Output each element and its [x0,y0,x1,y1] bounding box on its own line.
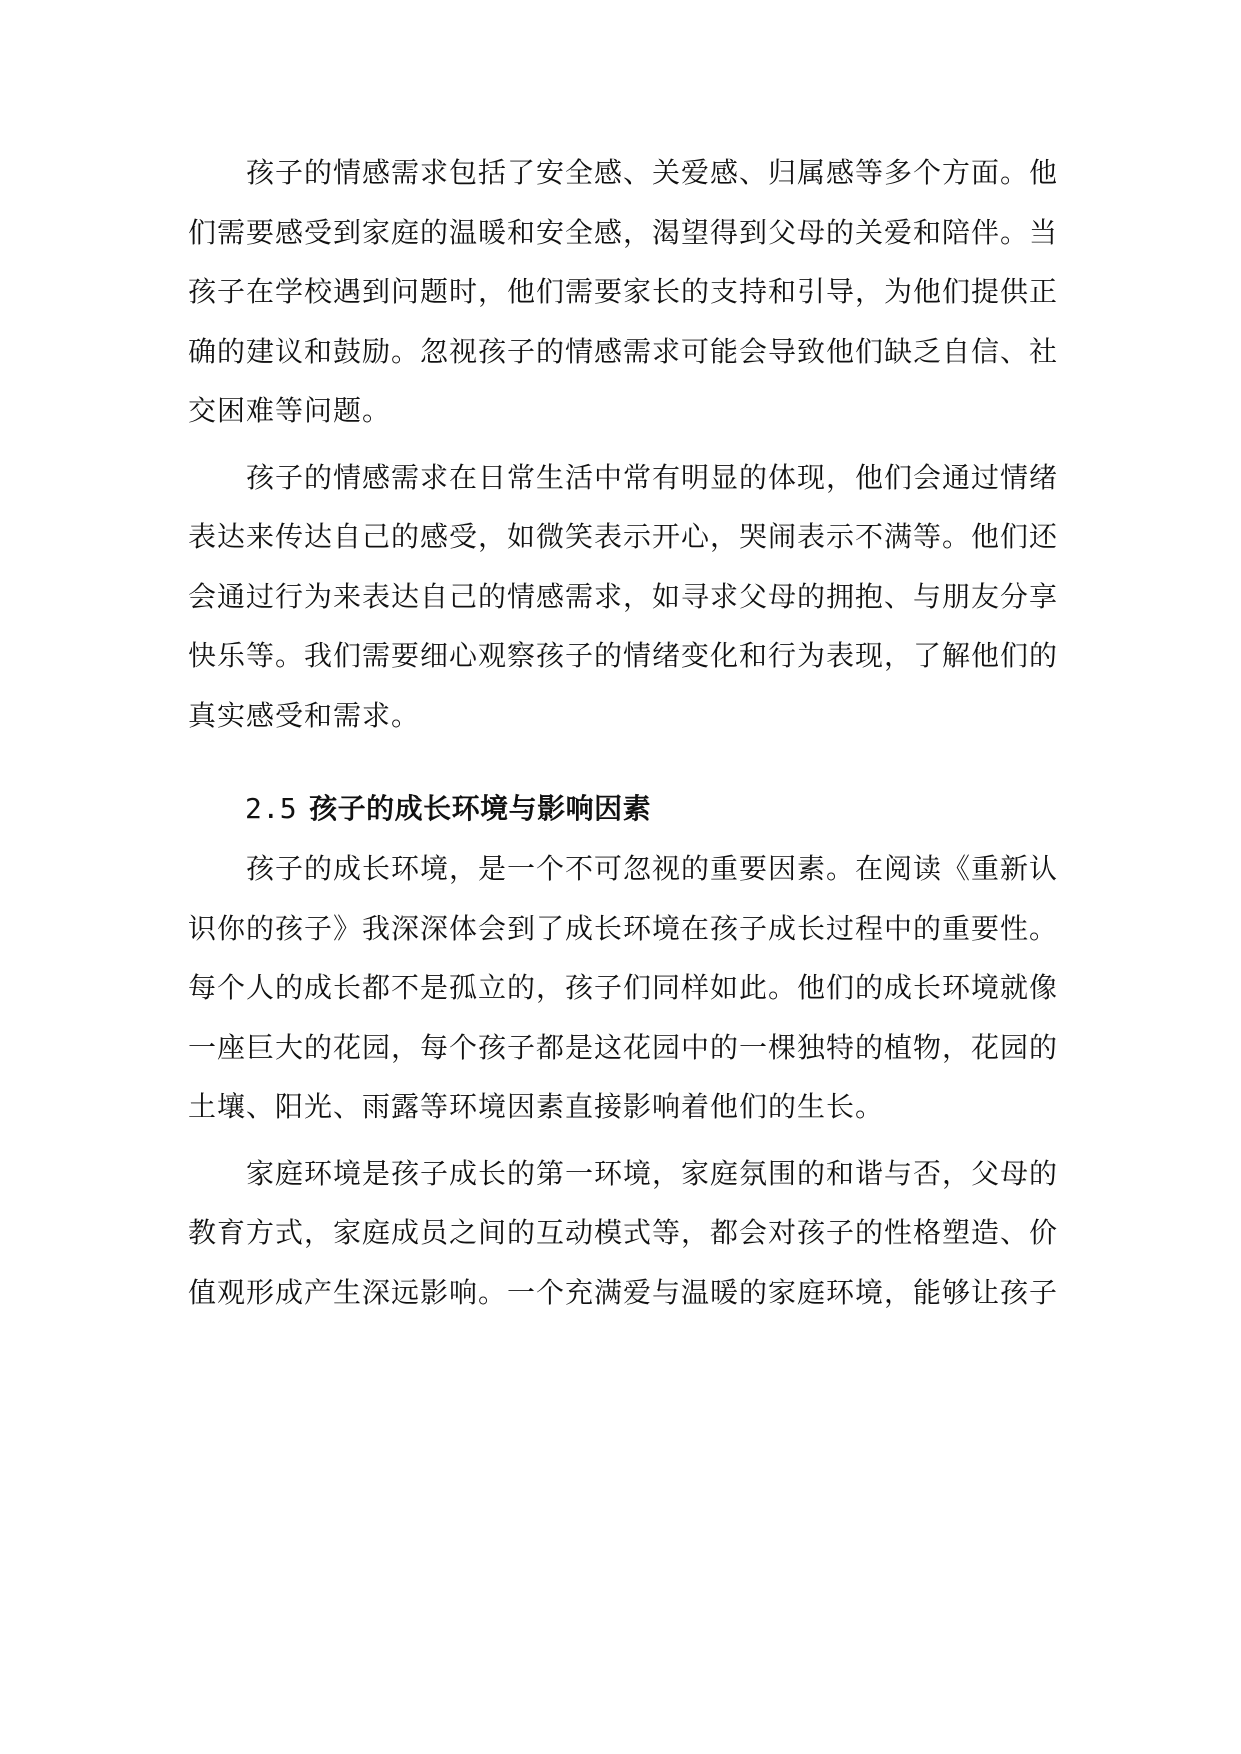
section-title: 孩子的成长环境与影响因素 [309,792,652,825]
section-heading [188,779,1058,839]
document-body [188,143,1058,1322]
section-number: 2.5 [245,792,298,825]
paragraph-growth-environment: 孩子的成长环境，是一个不可忽视的重要因素。在阅读《重新认识你的孩子》我深深体会到了成长环境在孩子成长过程中的重要性。每个人的成长都不是孤立的，孩子们同样如此。他们的成长环境就像一座巨大的花园，每个孩子都是这花园中的一棵独特的植物，花园的土壤、阳光、雨露等环境因素直接影响着他们的生长。 [188,852,1059,1123]
paragraph-emotional-needs: 孩子的情感需求包括了安全感、关爱感、归属感等多个方面。他们需要感受到家庭的温暖和安全感，渴望得到父母的关爱和陪伴。当孩子在学校遇到问题时，他们需要家长的支持和引导，为他们提供正确的建议和鼓励。忽视孩子的情感需求可能会导致他们缺乏自信、社交困难等问题。 [188,156,1059,427]
paragraph-family-environment: 家庭环境是孩子成长的第一环境，家庭氛围的和谐与否，父母的教育方式，家庭成员之间的互动模式等，都会对孩子的性格塑造、价值观形成产生深远影响。一个充满爱与温暖的家庭环境，能够让孩子 [188,1156,1059,1309]
paragraph-emotional-expression: 孩子的情感需求在日常生活中常有明显的体现，他们会通过情绪表达来传达自己的感受，如微笑表示开心，哭闹表示不满等。他们还会通过行为来表达自己的情感需求，如寻求父母的拥抱、与朋友分享快乐等。我们需要细心观察孩子的情绪变化和行为表现，了解他们的真实感受和需求。 [188,460,1059,732]
